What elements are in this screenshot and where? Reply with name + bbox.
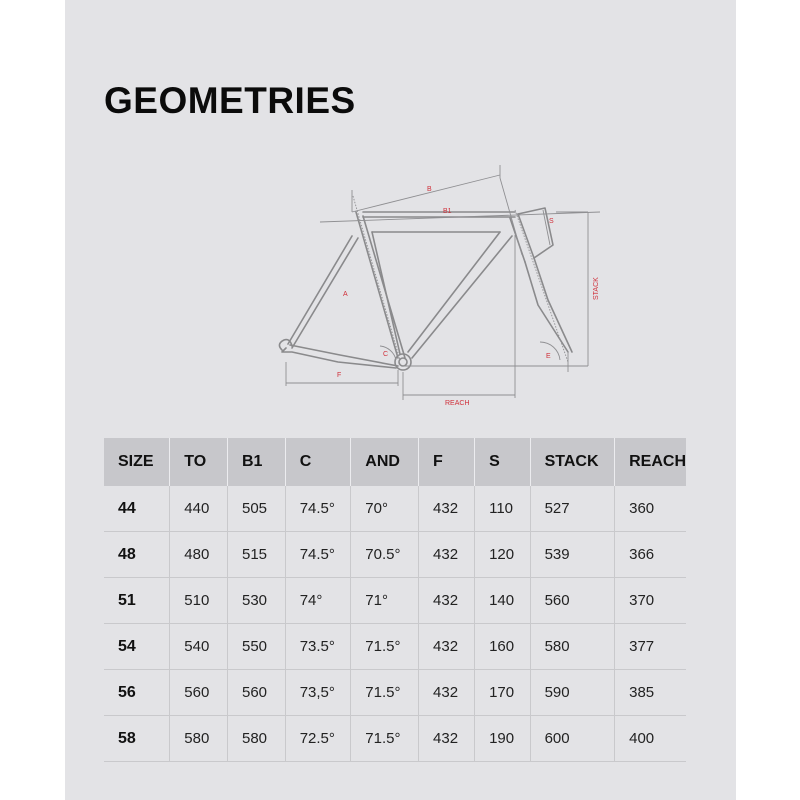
column-header-and: AND [351, 438, 419, 486]
cell-s: 120 [475, 532, 531, 578]
cell-size: 58 [104, 716, 170, 762]
table-row [104, 624, 686, 670]
cell-stack: 600 [530, 716, 615, 762]
column-header-reach: REACH [615, 438, 686, 486]
column-header-s: S [475, 438, 531, 486]
table-row [104, 532, 686, 578]
cell-size: 51 [104, 578, 170, 624]
dimension-labels [337, 186, 600, 407]
cell-size: 48 [104, 532, 170, 578]
cell-reach: 366 [615, 532, 686, 578]
frame-outline [279, 208, 572, 370]
cell-reach: 400 [615, 716, 686, 762]
dimension-lines [286, 165, 600, 400]
cell-to: 510 [170, 578, 228, 624]
cell-b1: 550 [227, 624, 285, 670]
frame-geometry-diagram [270, 160, 615, 415]
label-reach: REACH [445, 400, 470, 407]
cell-c: 73.5° [285, 624, 351, 670]
column-header-size: SIZE [104, 438, 170, 486]
cell-s: 190 [475, 716, 531, 762]
table-row [104, 578, 686, 624]
label-s: S [549, 218, 554, 225]
cell-and: 70.5° [351, 532, 419, 578]
column-header-f: F [419, 438, 475, 486]
page-title: GEOMETRIES [104, 80, 356, 121]
column-header-stack: STACK [530, 438, 615, 486]
cell-size: 54 [104, 624, 170, 670]
label-b1: B1 [443, 208, 452, 215]
cell-reach: 360 [615, 486, 686, 532]
cell-b1: 580 [227, 716, 285, 762]
cell-s: 170 [475, 670, 531, 716]
cell-stack: 560 [530, 578, 615, 624]
cell-and: 71.5° [351, 624, 419, 670]
cell-s: 110 [475, 486, 531, 532]
cell-size: 44 [104, 486, 170, 532]
table-row [104, 716, 686, 762]
cell-b1: 560 [227, 670, 285, 716]
label-a: A [343, 291, 348, 298]
cell-stack: 527 [530, 486, 615, 532]
column-header-c: C [285, 438, 351, 486]
cell-to: 540 [170, 624, 228, 670]
cell-s: 140 [475, 578, 531, 624]
cell-size: 56 [104, 670, 170, 716]
label-e: E [546, 353, 551, 360]
cell-s: 160 [475, 624, 531, 670]
cell-f: 432 [419, 624, 475, 670]
table-row [104, 670, 686, 716]
cell-to: 440 [170, 486, 228, 532]
cell-reach: 370 [615, 578, 686, 624]
cell-c: 73,5° [285, 670, 351, 716]
table-header-row [104, 438, 686, 486]
cell-f: 432 [419, 578, 475, 624]
cell-b1: 515 [227, 532, 285, 578]
label-f: F [337, 372, 342, 379]
cell-f: 432 [419, 532, 475, 578]
cell-f: 432 [419, 670, 475, 716]
cell-and: 71.5° [351, 670, 419, 716]
cell-c: 74.5° [285, 486, 351, 532]
cell-c: 74° [285, 578, 351, 624]
cell-c: 72.5° [285, 716, 351, 762]
column-header-to: TO [170, 438, 228, 486]
cell-f: 432 [419, 486, 475, 532]
cell-to: 560 [170, 670, 228, 716]
column-header-b1: B1 [227, 438, 285, 486]
cell-stack: 539 [530, 532, 615, 578]
cell-reach: 377 [615, 624, 686, 670]
cell-reach: 385 [615, 670, 686, 716]
cell-c: 74.5° [285, 532, 351, 578]
cell-and: 71.5° [351, 716, 419, 762]
cell-stack: 590 [530, 670, 615, 716]
table-row [104, 486, 686, 532]
cell-and: 70° [351, 486, 419, 532]
cell-stack: 580 [530, 624, 615, 670]
label-stack: STACK [593, 277, 600, 300]
cell-b1: 530 [227, 578, 285, 624]
cell-b1: 505 [227, 486, 285, 532]
cell-and: 71° [351, 578, 419, 624]
label-b: B [427, 186, 432, 193]
geometry-table [104, 438, 686, 762]
cell-to: 580 [170, 716, 228, 762]
cell-f: 432 [419, 716, 475, 762]
cell-to: 480 [170, 532, 228, 578]
label-c: C [383, 351, 389, 358]
